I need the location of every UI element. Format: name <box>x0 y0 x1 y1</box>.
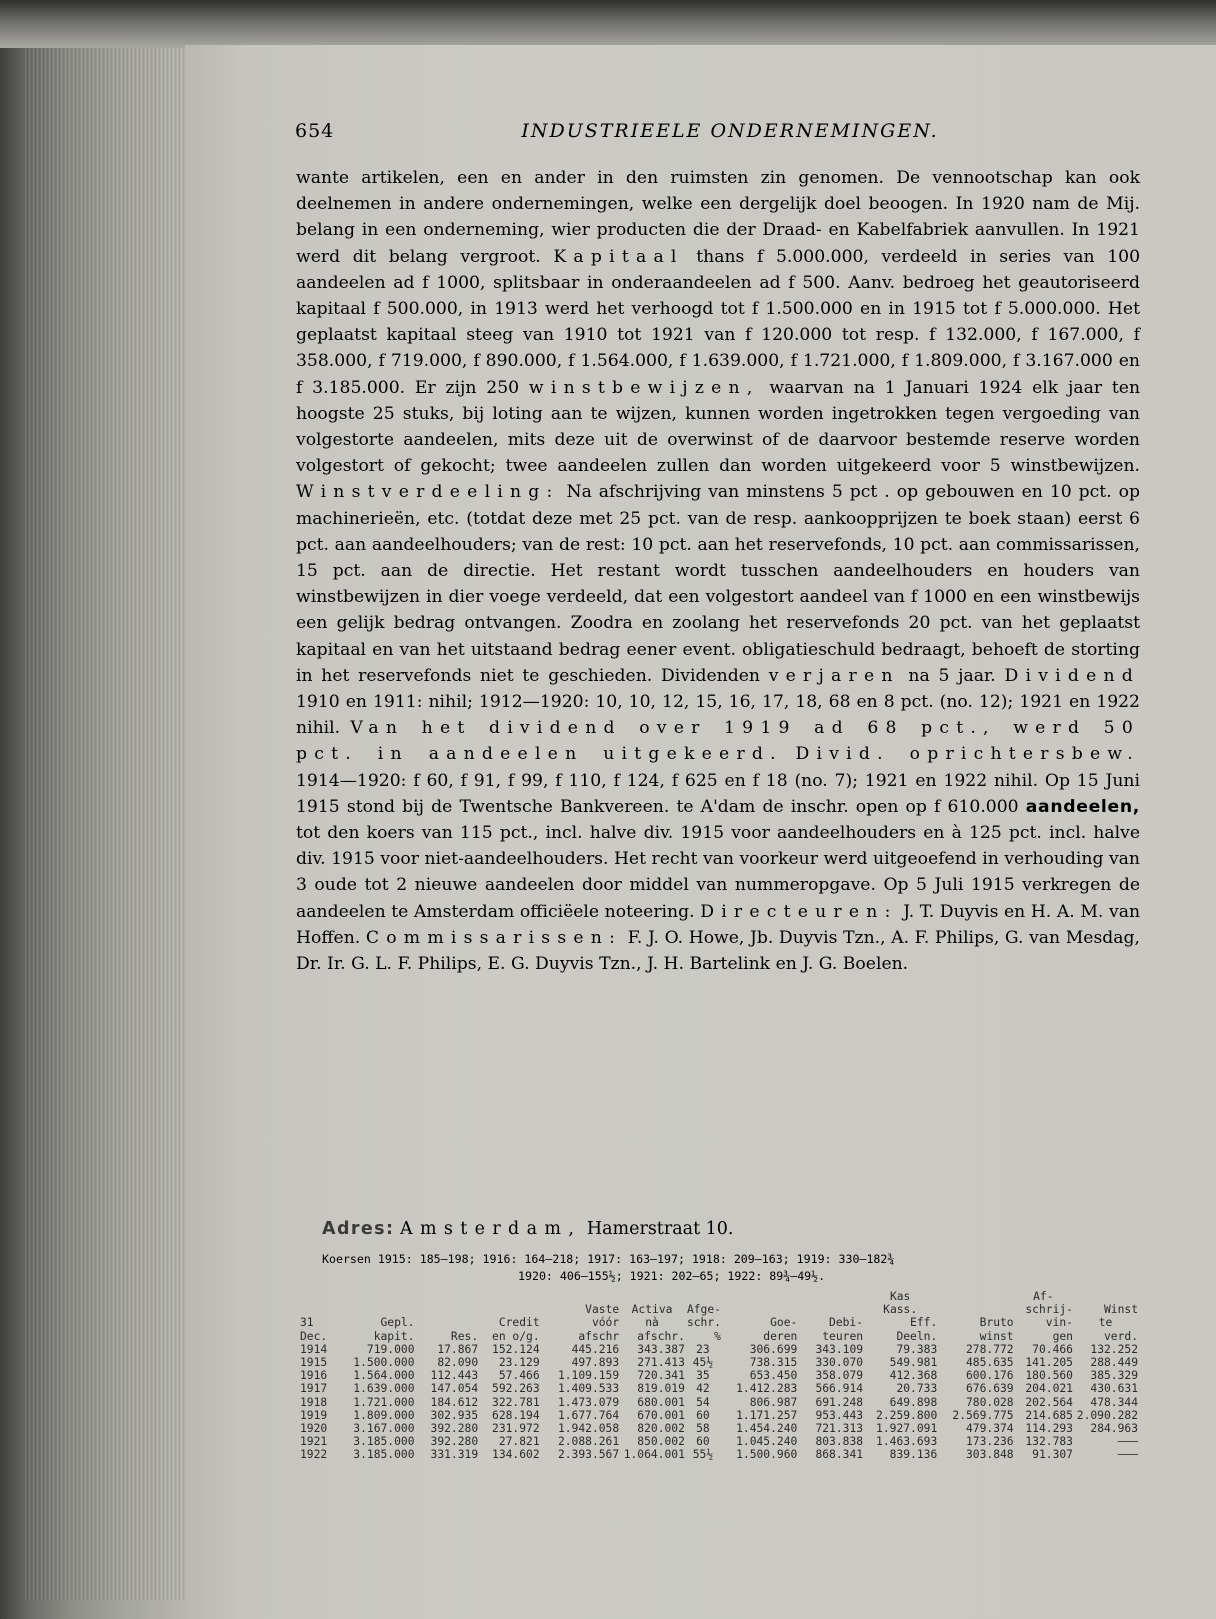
header-gen: gen <box>1052 1329 1073 1343</box>
table-cell: 1.927.091 <box>876 1422 938 1436</box>
table-cell: 600.176 <box>966 1369 1014 1383</box>
table-cell: 331.319 <box>430 1448 479 1462</box>
table-row <box>300 1343 1138 1356</box>
header-afschr-2: afschr. <box>637 1329 685 1343</box>
header-verd: verd. <box>1103 1329 1138 1343</box>
body-text <box>296 165 1140 977</box>
table-cell: 23 <box>696 1342 710 1356</box>
table-cell: 35 <box>696 1369 710 1383</box>
table-cell: 271.413 <box>637 1356 685 1370</box>
header-credit: Credit <box>498 1316 540 1330</box>
text-span: tot den koers van 115 pct., incl. halve div. 1915 voor aandeelhouders en à 125 pct. incl. halve div. 1915 voor niet-aandeelhouders. Het recht van voorkeur werd uitgeoefend in verhouding van 3 oude tot 2 nieuwe aandeelen door middel van nummeropgave. Op 5 Juli 1915 verkregen de aandeelen te Amsterdam officiëele noteering. <box>296 823 1140 922</box>
kapitaal-label: Kapitaal <box>553 246 684 267</box>
table-cell: 430.631 <box>1090 1382 1138 1396</box>
header-kapit: kapit. <box>373 1329 415 1343</box>
table-cell: 288.449 <box>1090 1356 1138 1370</box>
table-cell: 850.002 <box>637 1435 685 1449</box>
table-cell: 60 <box>696 1408 710 1422</box>
page-edges <box>25 30 195 1600</box>
table-row <box>300 1382 1138 1395</box>
table-cell: 1920 <box>300 1422 328 1436</box>
page-number: 654 <box>295 120 335 142</box>
financial-table <box>300 1290 1138 1462</box>
header-vin: vin- <box>1045 1316 1073 1330</box>
running-title: INDUSTRIEELE ONDERNEMINGEN. <box>521 120 939 142</box>
header-gepl: Gepl. <box>380 1316 415 1330</box>
table-cell: 649.898 <box>889 1395 938 1409</box>
table-cell: 302.935 <box>430 1408 479 1422</box>
header-teuren: teuren <box>822 1329 864 1343</box>
table-cell: 2.393.567 <box>557 1448 620 1462</box>
text-span: Na afschrijving van minstens 5 pct . op gebouwen en 10 pct. op machinerieën, etc. (totdat deze met 25 pct. van de resp. aankoopprijzen te boek staan) eerst 6 pct. aan aandeelhouders; van de rest: 10 pct. aan het reservefonds, 10 pct. aan commissarissen, 15 pct. aan de directie. Het restant wordt tusschen aandeelhouders en houders van winstbewijzen in dier voege verdeeld, dat een volgestort aandeel van f 1000 en een winstbewijs een gelijk bedrag ontvangen. Zoodra en zoolang het reservefonds 20 pct. van het geplaatst kapitaal en van het uitstaand bedrag eener event. obligatieschuld bedraagt, behoeft de storting in het reservefonds niet te geschieden. Dividenden <box>296 482 1140 686</box>
table-cell: 1.463.693 <box>876 1435 938 1449</box>
table-row <box>300 1356 1138 1369</box>
table-cell: 343.109 <box>815 1342 864 1356</box>
table-header-row <box>300 1330 1138 1343</box>
table-cell: 2.259.800 <box>876 1408 938 1422</box>
table-cell: 1919 <box>300 1408 328 1422</box>
table-cell: 1.942.058 <box>557 1422 620 1436</box>
table-cell: 1914 <box>300 1342 328 1356</box>
header-goe: Goe- <box>770 1316 798 1330</box>
table-cell: 1921 <box>300 1435 328 1449</box>
table-row <box>300 1369 1138 1382</box>
page-header <box>295 120 1165 148</box>
koersen-line-1: Koersen 1915: 185—198; 1916: 164—218; 1917: 163—197; 1918: 209—163; 1919: 330—182¾ <box>322 1252 895 1266</box>
table-cell: 1.109.159 <box>557 1369 620 1383</box>
table-header-row <box>300 1303 1138 1316</box>
body-paragraph <box>296 165 1140 977</box>
table-cell: 392.280 <box>430 1422 479 1436</box>
table-cell: 738.315 <box>749 1356 798 1370</box>
commissarissen-label: Commissarissen: <box>365 927 623 948</box>
table-cell: 628.194 <box>492 1408 540 1422</box>
table-cell: 1.500.960 <box>736 1448 798 1462</box>
koersen-line-2: 1920: 406—155½; 1921: 202—65; 1922: 89¾—49½. <box>518 1269 826 1283</box>
table-cell: ——— <box>1117 1448 1138 1462</box>
table-cell: 676.639 <box>966 1382 1014 1396</box>
header-afschr-1: afschr <box>578 1329 620 1343</box>
table-cell: 1.564.000 <box>353 1369 415 1383</box>
divid-oprichtersbew-label: Divid. oprichtersbew. <box>795 744 1140 765</box>
header-deeln: Deeln. <box>896 1329 938 1343</box>
table-row <box>300 1422 1138 1435</box>
table-cell: 839.136 <box>889 1448 938 1462</box>
header-31: 31 <box>300 1316 314 1330</box>
table-cell: 173.236 <box>966 1435 1014 1449</box>
table-cell: 152.124 <box>492 1342 540 1356</box>
table-cell: 1.412.283 <box>736 1382 798 1396</box>
table-cell: 303.848 <box>966 1448 1014 1462</box>
table-cell: 147.054 <box>430 1382 479 1396</box>
header-debi: Debi- <box>829 1316 864 1330</box>
table-cell: 719.000 <box>366 1342 415 1356</box>
table-cell: 720.341 <box>637 1369 685 1383</box>
table-cell: 20.733 <box>896 1382 938 1396</box>
table-cell: 1.809.000 <box>353 1408 415 1422</box>
table-body <box>300 1343 1138 1462</box>
winstbewijzen-label: winstbewijzen, <box>528 377 760 398</box>
dividend-label: Dividend <box>1004 665 1141 686</box>
table-cell: 180.560 <box>1025 1369 1073 1383</box>
table-cell: 2.088.261 <box>557 1435 620 1449</box>
verjaren-label: verjaren <box>768 665 900 686</box>
table-cell: 392.280 <box>430 1435 479 1449</box>
text-span: J. T. Duyvis en H. A. M. van Hoffen. <box>296 901 1141 948</box>
table-cell: 1922 <box>300 1448 328 1462</box>
table-cell: 306.699 <box>749 1342 798 1356</box>
table-cell: 780.028 <box>966 1395 1014 1409</box>
table-cell: 1.409.533 <box>557 1382 620 1396</box>
table-cell: 91.307 <box>1032 1448 1073 1462</box>
table-cell: ——— <box>1117 1435 1138 1449</box>
top-book-edge <box>0 0 1216 48</box>
table-cell: 721.313 <box>815 1422 864 1436</box>
table-cell: 114.293 <box>1025 1422 1073 1436</box>
header-activa: Activa <box>631 1303 673 1317</box>
table-cell: 70.466 <box>1032 1342 1073 1356</box>
table-cell: 653.450 <box>749 1369 798 1383</box>
table-cell: 566.914 <box>815 1382 864 1396</box>
header-bruto: Bruto <box>979 1316 1014 1330</box>
table-cell: 132.783 <box>1025 1435 1073 1449</box>
header-na: nà <box>645 1316 659 1330</box>
table-cell: 1.064.001 <box>623 1448 685 1462</box>
header-afge: Afge- <box>686 1303 721 1317</box>
table-cell: 691.248 <box>815 1395 864 1409</box>
text-span: wante artikelen, een en ander in den ruimsten zin genomen. De vennootschap kan ook deelnemen in andere ondernemingen, welke een dergelijk doel beoogen. In 1920 nam de Mij. belang in een onderneming, wier producten die der Draad- en Kabelfabriek aanvullen. In 1921 werd dit belang vergroot. <box>296 168 1140 267</box>
table-cell: 27.821 <box>498 1435 540 1449</box>
winstverdeeling-label: Winstverdeeling: <box>296 482 560 503</box>
table-cell: 55½ <box>692 1448 714 1462</box>
text-span: thans f 5.000.000, verdeeld in series van 100 aandeelen ad f 1000, splitsbaar in onderaandeelen ad f 500. Aanv. bedroeg het geautoriseerd kapitaal f 500.000, in 1913 werd het verhoogd tot f 1.500.000 en in 1915 tot f 5.000.000. Het geplaatst kapitaal steeg van 1910 tot 1921 van f 120.000 tot resp. f 132.000, f 167.000, f 358.000, f 719.000, f 890.000, f 1.564.000, f 1.639.000, f 1.721.000, f 1.809.000, f 3.167.000 en f 3.185.000. Er zijn 250 <box>296 246 1141 398</box>
text-span: 1914—1920: f 60, f 91, f 99, f 110, f 124, f 625 en f 18 (no. 7); 1921 en 1922 nihil. Op 15 Juni 1915 stond bij de Twentsche Bankvereen. te A'dam de inschr. open op f 610.000 <box>296 770 1140 817</box>
table-row <box>300 1396 1138 1409</box>
van-het-dividend-label: Van het dividend over 1919 ad 68 pct., werd 50 pct. in aandeelen uitgekeerd. <box>296 718 1140 765</box>
table-cell: 478.344 <box>1090 1395 1138 1409</box>
header-pct: % <box>714 1329 721 1343</box>
table-cell: 3.185.000 <box>353 1435 415 1449</box>
header-deren: deren <box>763 1329 798 1343</box>
header-kass: Kass. <box>883 1303 918 1317</box>
table-cell: 1.677.764 <box>557 1408 620 1422</box>
table-cell: 868.341 <box>815 1448 864 1462</box>
table-cell: 23.129 <box>498 1356 540 1370</box>
table-cell: 54 <box>696 1395 710 1409</box>
table-row <box>300 1448 1138 1461</box>
table-cell: 1.171.257 <box>736 1408 798 1422</box>
header-schr: schr. <box>686 1316 721 1330</box>
table-cell: 204.021 <box>1025 1382 1073 1396</box>
table-cell: 1.721.000 <box>353 1395 415 1409</box>
table-cell: 2.090.282 <box>1076 1408 1138 1422</box>
table-cell: 680.001 <box>637 1395 685 1409</box>
header-kas: Kas <box>889 1290 911 1303</box>
table-cell: 132.252 <box>1090 1342 1138 1356</box>
address-city: Amsterdam, <box>399 1219 582 1239</box>
table-cell: 58 <box>696 1422 710 1436</box>
table-cell: 358.079 <box>815 1369 864 1383</box>
header-winst-bruto: winst <box>979 1329 1014 1343</box>
text-span: na 5 jaar. <box>908 665 996 686</box>
header-te: te <box>1098 1316 1113 1330</box>
table-cell: 45½ <box>692 1356 714 1370</box>
table-cell: 803.838 <box>815 1435 864 1449</box>
table-cell: 60 <box>696 1435 710 1449</box>
table-row <box>300 1409 1138 1422</box>
table-cell: 57.466 <box>498 1369 540 1383</box>
table-cell: 1.639.000 <box>353 1382 415 1396</box>
table-cell: 445.216 <box>571 1342 620 1356</box>
header-winst: Winst <box>1103 1303 1138 1317</box>
table-cell: 79.383 <box>896 1342 938 1356</box>
table-cell: 385.329 <box>1090 1369 1138 1383</box>
table-header-row <box>300 1290 1138 1303</box>
table-cell: 806.987 <box>749 1395 798 1409</box>
table-cell: 231.972 <box>492 1422 540 1436</box>
table-cell: 1.500.000 <box>353 1356 415 1370</box>
table-cell: 1915 <box>300 1356 328 1370</box>
table-cell: 412.368 <box>889 1369 938 1383</box>
table-cell: 1917 <box>300 1382 328 1396</box>
table-cell: 3.185.000 <box>353 1448 415 1462</box>
header-res: Res. <box>450 1329 479 1343</box>
address-label: Adres: <box>322 1219 395 1239</box>
header-en-og: en o/g. <box>492 1329 540 1343</box>
aandeelen-label: aandeelen, <box>1025 796 1140 817</box>
header-dec: Dec. <box>300 1329 328 1343</box>
table-cell: 2.569.775 <box>952 1408 1014 1422</box>
table-cell: 3.167.000 <box>353 1422 415 1436</box>
table-cell: 202.564 <box>1025 1395 1073 1409</box>
table-cell: 343.387 <box>637 1342 685 1356</box>
directeuren-label: Directeuren: <box>700 901 898 922</box>
text-span: 1910 en 1911: nihil; 1912—1920: 10, 10, 12, 15, 16, 17, 18, 68 en 8 pct. (no. 12); 1921 en 1922 nihil. <box>296 692 1140 739</box>
table-cell: 82.090 <box>437 1356 479 1370</box>
address-line <box>322 1216 1142 1242</box>
table-cell: 1.454.240 <box>736 1422 798 1436</box>
text-span: F. J. O. Howe, Jb. Duyvis Tzn., A. F. Philips, G. van Mesdag, Dr. Ir. G. L. F. Philips, E. G. Duyvis Tzn., J. H. Bartelink en J. G. Boelen. <box>296 927 1141 975</box>
table-cell: 330.070 <box>815 1356 864 1370</box>
table-cell: 1.473.079 <box>557 1395 620 1409</box>
header-voor: vóór <box>591 1316 620 1330</box>
table-cell: 592.263 <box>492 1382 540 1396</box>
table-cell: 497.893 <box>571 1356 620 1370</box>
table-cell: 479.374 <box>966 1422 1014 1436</box>
table-cell: 819.019 <box>637 1382 685 1396</box>
table-cell: 134.602 <box>492 1448 540 1462</box>
header-schrij: schrij- <box>1025 1303 1073 1317</box>
header-af: Af- <box>1033 1290 1054 1303</box>
table-cell: 141.205 <box>1025 1356 1073 1370</box>
table-cell: 820.002 <box>637 1422 685 1436</box>
table-cell: 214.685 <box>1025 1408 1073 1422</box>
text-span: waarvan na 1 Januari 1924 elk jaar ten hoogste 25 stuks, bij loting aan te wijzen, kunnen worden ingetrokken tegen vergoeding van volgestorte aandeelen, mits deze uit de overwinst of de daarvoor bestemde reserve worden volgestort of gekocht; twee aandeelen zullen dan worden uitgekeerd voor 5 winstbewijzen. <box>296 377 1141 477</box>
koersen-block <box>322 1251 1142 1285</box>
table-cell: 1916 <box>300 1369 328 1383</box>
table-cell: 485.635 <box>966 1356 1014 1370</box>
header-eff: Eff. <box>910 1316 938 1330</box>
table-cell: 953.443 <box>815 1408 864 1422</box>
table-cell: 278.772 <box>966 1342 1014 1356</box>
table-cell: 670.001 <box>637 1408 685 1422</box>
table-cell: 1918 <box>300 1395 328 1409</box>
table-cell: 1.045.240 <box>736 1435 798 1449</box>
table-row <box>300 1435 1138 1448</box>
table-cell: 17.867 <box>437 1342 479 1356</box>
header-vaste: Vaste <box>585 1303 620 1317</box>
table-cell: 322.781 <box>492 1395 540 1409</box>
table-header-row <box>300 1316 1138 1329</box>
table-cell: 284.963 <box>1090 1422 1138 1436</box>
table-cell: 184.612 <box>430 1395 479 1409</box>
table-cell: 112.443 <box>430 1369 479 1383</box>
address-street: Hamerstraat 10. <box>586 1219 734 1239</box>
table-cell: 549.981 <box>889 1356 938 1370</box>
table-cell: 42 <box>696 1382 710 1396</box>
